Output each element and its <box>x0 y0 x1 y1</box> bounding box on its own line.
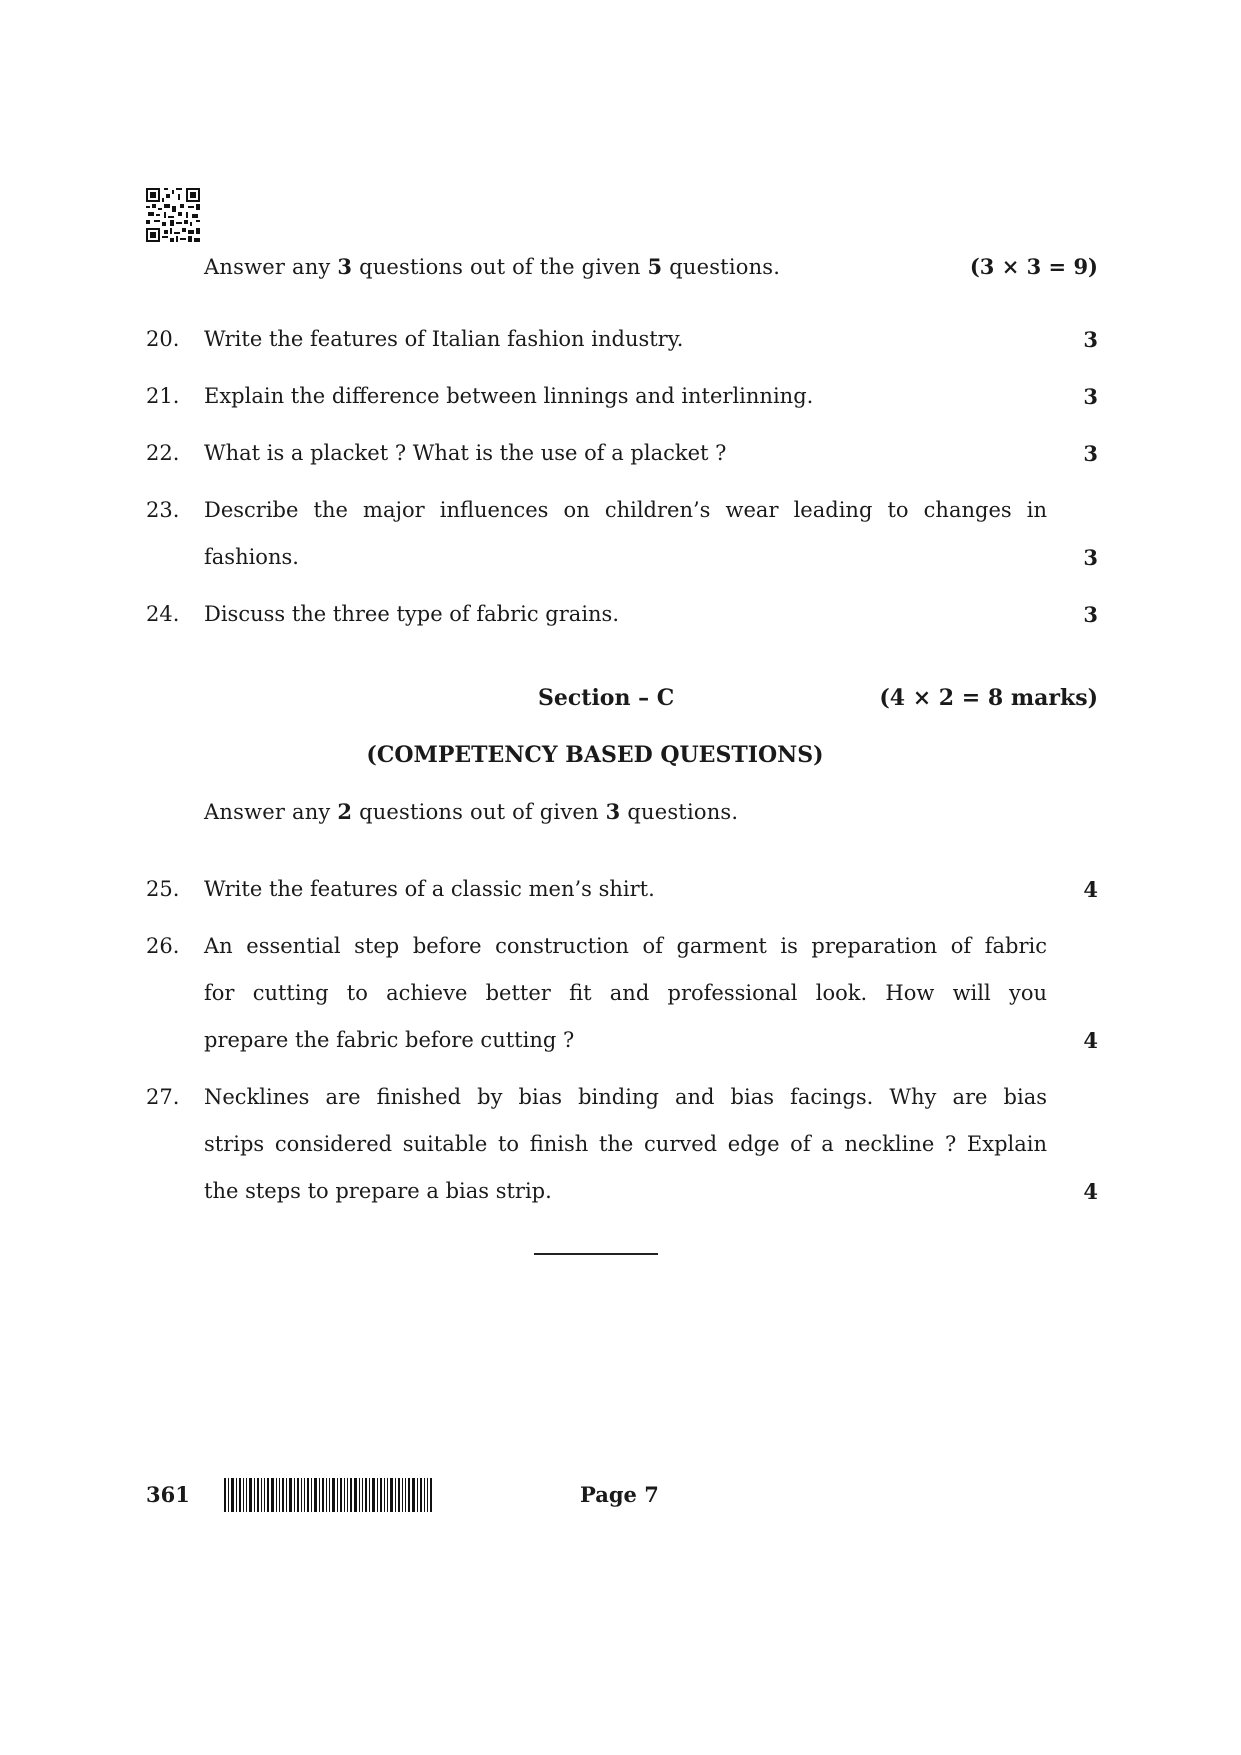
end-of-paper-rule <box>534 1253 658 1255</box>
question-text: strips considered suitable to finish the curved edge of a neckline ? Explain <box>204 1132 1047 1156</box>
question-text: the steps to prepare a bias strip. <box>204 1179 552 1203</box>
question-text: Write the features of Italian fashion industry. <box>204 327 684 351</box>
instruction-text: questions out of the given <box>352 255 648 279</box>
question-text: fashions. <box>204 545 299 569</box>
question-text: for cutting to achieve better fit and professional look. How will you <box>204 981 1047 1005</box>
question-text: An essential step before construction of garment is preparation of fabric <box>204 934 1047 958</box>
question-number: 20. <box>146 327 180 351</box>
question-marks: 3 <box>1083 602 1098 627</box>
qr-code-icon <box>146 188 200 242</box>
question-number: 26. <box>146 934 180 958</box>
question-number: 24. <box>146 602 180 626</box>
question-marks: 3 <box>1083 327 1098 352</box>
instruction-count: 2 <box>337 799 353 824</box>
section-b-instruction <box>204 254 780 279</box>
question-text: What is a placket ? What is the use of a placket ? <box>204 441 727 465</box>
question-number: 25. <box>146 877 180 901</box>
question-number: 21. <box>146 384 180 408</box>
question-marks: 4 <box>1083 1028 1098 1053</box>
instruction-text: Answer any <box>204 800 338 824</box>
question-number: 22. <box>146 441 180 465</box>
question-marks: 3 <box>1083 384 1098 409</box>
question-text: prepare the fabric before cutting ? <box>204 1028 575 1052</box>
question-number: 27. <box>146 1085 180 1109</box>
instruction-text: questions. <box>620 800 739 824</box>
paper-code: 361 <box>146 1482 190 1507</box>
section-c-subtitle: (COMPETENCY BASED QUESTIONS) <box>366 742 824 768</box>
question-text: Explain the difference between linnings and interlinning. <box>204 384 814 408</box>
section-c-marks: (4 × 2 = 8 marks) <box>879 685 1098 711</box>
section-b-marks: (3 × 3 = 9) <box>969 254 1098 279</box>
barcode-icon <box>224 1478 432 1512</box>
page-number: Page 7 <box>580 1482 659 1507</box>
instruction-total: 5 <box>647 254 663 279</box>
question-text: Necklines are finished by bias binding and bias facings. Why are bias <box>204 1085 1047 1109</box>
section-c-title: Section – C <box>538 685 675 711</box>
instruction-text: Answer any <box>204 255 338 279</box>
question-marks: 3 <box>1083 441 1098 466</box>
question-marks: 4 <box>1083 1179 1098 1204</box>
question-text: Discuss the three type of fabric grains. <box>204 602 620 626</box>
instruction-text: questions out of given <box>352 800 606 824</box>
instruction-text: questions. <box>662 255 781 279</box>
question-text: Describe the major influences on children’s wear leading to changes in <box>204 498 1047 522</box>
section-c-instruction <box>204 799 738 824</box>
question-marks: 3 <box>1083 545 1098 570</box>
question-text: Write the features of a classic men’s shirt. <box>204 877 655 901</box>
instruction-total: 3 <box>605 799 621 824</box>
instruction-count: 3 <box>337 254 353 279</box>
question-marks: 4 <box>1083 877 1098 902</box>
question-number: 23. <box>146 498 180 522</box>
